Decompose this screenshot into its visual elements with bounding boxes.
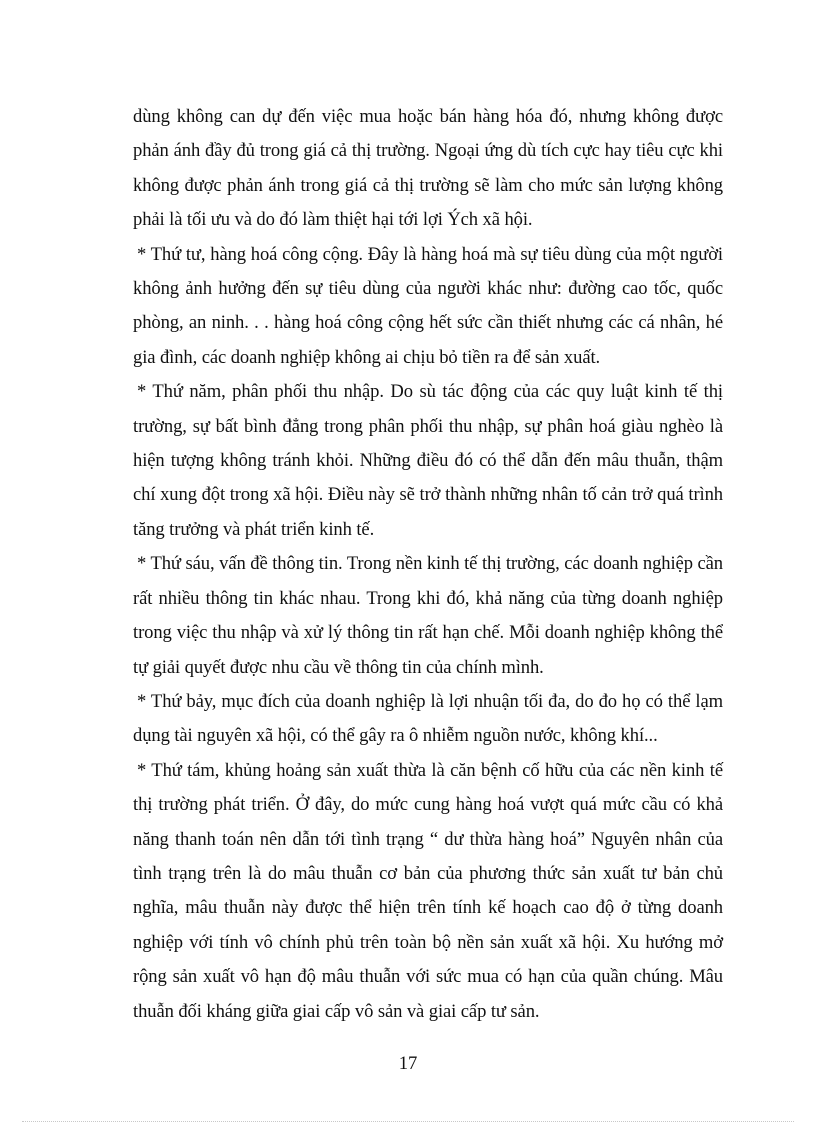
paragraph-income-distribution: * Thứ năm, phân phối thu nhập. Do sù tác động của các quy luật kinh tế thị trường, sự bất bình đẳng trong phân phối thu nhập, sự phân hoá giàu nghèo là hiện tượng không tránh khỏi. Những điều đó có thể dẫn đến mâu thuẫn, thậm chí xung đột trong xã hội. Điều này sẽ trở thành những nhân tố cản trở quá trình tăng trưởng và phát triển kinh tế. xyxy=(133,381,723,540)
paragraph-profit-motive: * Thứ bảy, mục đích của doanh nghiệp là lợi nhuận tối đa, do đo họ có thể lạm dụng tài nguyên xã hội, có thể gây ra ô nhiễm nguồn nước, không khí... xyxy=(133,690,723,747)
page-bottom-divider xyxy=(22,1121,794,1122)
paragraph-overproduction: * Thứ tám, khủng hoảng sản xuất thừa là căn bệnh cố hữu của các nền kinh tế thị trường phát triển. Ở đây, do mức cung hàng hoá vượt quá mức cầu có khả năng thanh toán nên dẫn tới tình trạng “ dư thừa hàng hoá” Nguyên nhân của tình trạng trên là do mâu thuẫn cơ bản của phương thức sản xuất tư bản chủ nghĩa, mâu thuẫn này được thể hiện trên tính kế hoạch cao độ ở từng doanh nghiệp với tính vô chính phủ trên toàn bộ nền sản xuất xã hội. Xu hướng mở rộng sản xuất vô hạn độ mâu thuẫn với sức mua có hạn của quần chúng. Mâu thuẫn đối kháng giữa giai cấp vô sản và giai cấp tư sản. xyxy=(133,759,723,1022)
page-number: 17 xyxy=(398,1053,418,1074)
paragraph-public-goods: * Thứ tư, hàng hoá công cộng. Đây là hàng hoá mà sự tiêu dùng của một người không ảnh hưởng đến sự tiêu dùng của người khác như: đường cao tốc, quốc phòng, an ninh. . . hàng hoá công cộng hết sức cần thiết nhưng các cá nhân, hé gia đình, các doanh nghiệp không ai chịu bỏ tiền ra để sản xuất. xyxy=(133,243,723,368)
paragraph-continuation: dùng không can dự đến việc mua hoặc bán hàng hóa đó, nhưng không được phản ánh đầy đủ trong giá cả thị trường. Ngoại ứng dù tích cực hay tiêu cực khi không được phản ánh trong giá cả thị trường sẽ làm cho mức sản lượng không phải là tối ưu và do đó làm thiệt hại tới lợi Ých xã hội. xyxy=(133,106,723,231)
body-text xyxy=(133,100,723,1029)
paragraph-information: * Thứ sáu, vấn đề thông tin. Trong nền kinh tế thị trường, các doanh nghiệp cần rất nhiều thông tin khác nhau. Trong khi đó, khả năng của từng doanh nghiệp trong việc thu nhập và xử lý thông tin rất hạn chế. Mỗi doanh nghiệp không thể tự giải quyết được nhu cầu về thông tin của chính mình. xyxy=(133,553,723,678)
